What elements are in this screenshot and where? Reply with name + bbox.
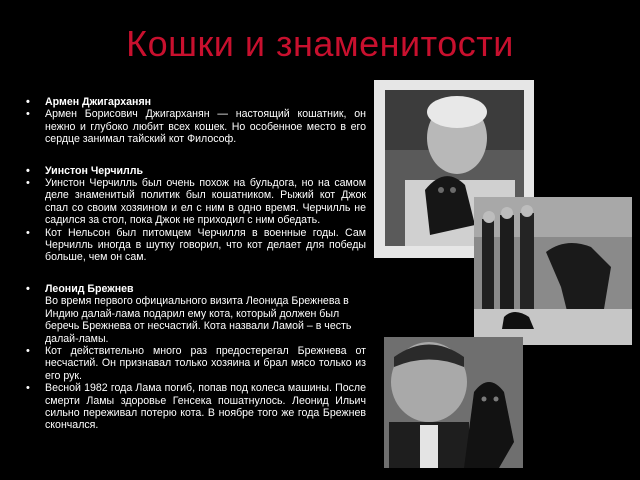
slide-text [26, 96, 366, 432]
paragraph-dzhigarkhanyan: • Армен Борисович Джигарханян — настоящий кошатник, он нежно и глубоко любит всех кошек. Но особенное место в его сердце занимал тайский кот Философ. [26, 108, 366, 145]
slide-title: Кошки и знаменитости [126, 23, 514, 64]
paragraph-brezhnev-intro: Во время первого официального визита Леонида Брежнева в Индию далай-лама подарил ему кота, который должен был беречь Брежнева от несчастий. Кота назвали Ламой – в честь далай-ламы. [45, 295, 352, 345]
bullet-list [26, 96, 366, 432]
heading-dzhigarkhanyan: • Армен Джигарханян [26, 96, 366, 108]
paragraph-churchill-1: • Уинстон Черчилль был очень похож на бульдога, но на самом деле знаменитый политик был кошатником. Рыжий кот Джок спал со своим хозяином и ел с ним в одно время. Черчилль не садился за стол, пока Джок не приходил с ним обедать. [26, 177, 366, 227]
photo-brezhnev [384, 337, 523, 468]
heading-brezhnev-block [26, 283, 366, 345]
paragraph-brezhnev-2: • Весной 1982 года Лама погиб, попав под колеса машины. После смерти Ламы здоровье Генсека пошатнулось. Леонид Ильич сильно переживал потерю кота. В ноябре того же года Брежнев скончался. [26, 382, 366, 432]
paragraph-churchill-2: • Кот Нельсон был питомцем Черчилля в военные годы. Сам Черчилль иногда в шутку говорил, что кот делает для победы больше, чем он сам. [26, 227, 366, 264]
heading-brezhnev: Леонид Брежнев [45, 282, 134, 295]
photo-churchill [474, 197, 632, 345]
paragraph-brezhnev-1: • Кот действительно много раз предостерегал Брежнева от несчастий. Он признавал только хозяина и брал мясо только из его рук. [26, 345, 366, 382]
heading-churchill: • Уинстон Черчилль [26, 165, 366, 177]
